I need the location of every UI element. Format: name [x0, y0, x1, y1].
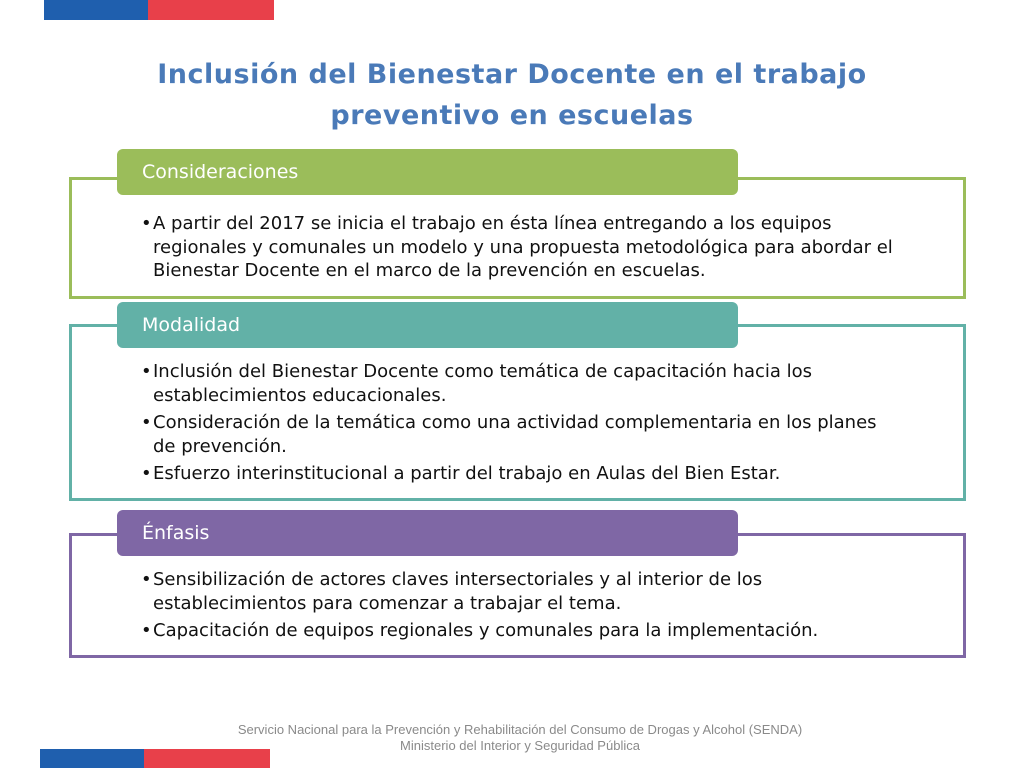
- tab-enfasis: Énfasis: [117, 510, 738, 556]
- slide-title-line-1: Inclusión del Bienestar Docente en el trabajo: [157, 59, 867, 90]
- list-item: • Sensibilización de actores claves intersectoriales y al interior de los establecimientos para comenzar a trabajar el tema.: [141, 568, 901, 615]
- list-consideraciones: [141, 212, 901, 287]
- list-item: • Inclusión del Bienestar Docente como temática de capacitación hacia los establecimientos educacionales.: [141, 360, 901, 407]
- list-modalidad: [141, 360, 901, 490]
- flag-red-segment: [148, 0, 274, 20]
- list-enfasis: [141, 568, 901, 647]
- list-item: • Esfuerzo interinstitucional a partir del trabajo en Aulas del Bien Estar.: [141, 462, 901, 486]
- slide-title-line-2: preventivo en escuelas: [330, 100, 694, 131]
- flag-blue-segment: [44, 0, 148, 20]
- tab-consideraciones: Consideraciones: [117, 149, 738, 195]
- flag-stripe-top: [44, 0, 274, 20]
- list-item: • A partir del 2017 se inicia el trabajo en ésta línea entregando a los equipos regionales y comunales un modelo y una propuesta metodológica para abordar el Bienestar Docente en el marco de la prevención en escuelas.: [141, 212, 901, 283]
- footer-line-2: Ministerio del Interior y Seguridad Pública: [400, 738, 640, 753]
- tab-modalidad: Modalidad: [117, 302, 738, 348]
- flag-blue-segment: [40, 749, 144, 768]
- footer-line-1: Servicio Nacional para la Prevención y Rehabilitación del Consumo de Drogas y Alcohol (SENDA): [237, 722, 803, 737]
- flag-stripe-bottom: [40, 749, 270, 768]
- slide-title: [100, 54, 924, 136]
- list-item: • Capacitación de equipos regionales y comunales para la implementación.: [141, 619, 901, 643]
- flag-red-segment: [144, 749, 270, 768]
- list-item: • Consideración de la temática como una actividad complementaria en los planes de prevención.: [141, 411, 901, 458]
